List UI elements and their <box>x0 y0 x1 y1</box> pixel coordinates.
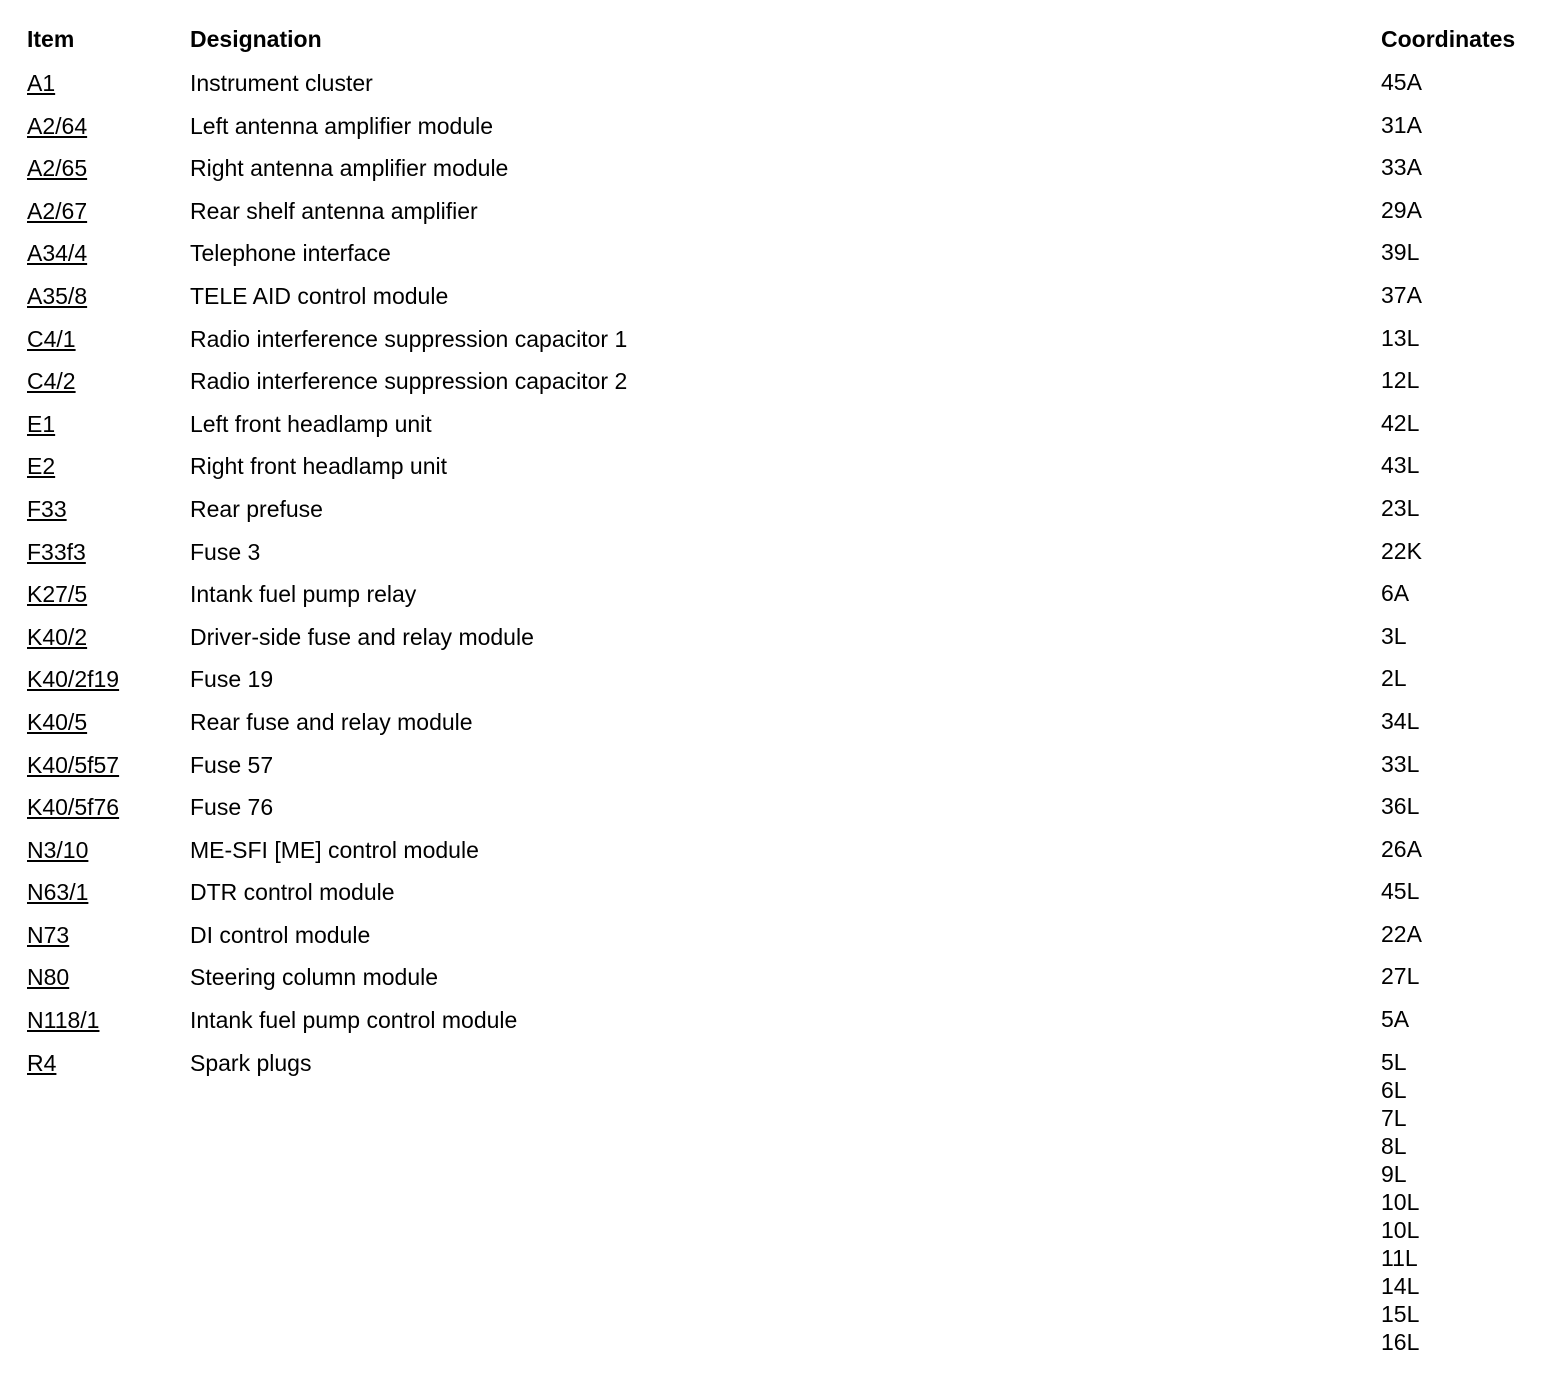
table-row <box>0 111 1568 154</box>
designation-text: Radio interference suppression capacitor 2 <box>190 368 628 395</box>
table-row <box>0 494 1568 537</box>
item-link[interactable]: K27/5 <box>27 581 88 608</box>
table-row <box>0 877 1568 920</box>
table-row <box>0 835 1568 878</box>
header-designation: Designation <box>190 26 322 52</box>
item-link[interactable]: A2/67 <box>27 197 88 224</box>
item-link[interactable]: K40/2 <box>27 623 88 650</box>
table-row <box>0 1005 1568 1048</box>
coordinate-value: 5L <box>1381 1048 1407 1075</box>
designation-text: Radio interference suppression capacitor 1 <box>190 325 628 352</box>
designation-text: Rear shelf antenna amplifier <box>190 197 478 224</box>
table-row <box>0 962 1568 1005</box>
coordinates-list <box>1381 664 1407 692</box>
coordinate-value: 36L <box>1381 793 1420 820</box>
coordinate-value: 22A <box>1381 920 1422 947</box>
designation-text: Fuse 3 <box>190 538 261 565</box>
designation-text: DI control module <box>190 921 371 948</box>
item-link[interactable]: N80 <box>27 964 70 991</box>
item-link[interactable]: A35/8 <box>27 282 88 309</box>
coordinates-list <box>1381 750 1419 778</box>
header-item: Item <box>27 26 75 52</box>
coordinates-list <box>1381 324 1419 352</box>
coordinates-list <box>1381 707 1419 735</box>
table-row <box>0 153 1568 196</box>
designation-text: Left antenna amplifier module <box>190 112 494 139</box>
coordinate-value: 12L <box>1381 367 1420 394</box>
coordinate-value: 16L <box>1381 1328 1420 1355</box>
item-link[interactable]: N73 <box>27 921 70 948</box>
coordinate-value: 26A <box>1381 835 1422 862</box>
coordinate-value: 8L <box>1381 1132 1407 1159</box>
table-row <box>0 366 1568 409</box>
coordinate-value: 9L <box>1381 1160 1407 1187</box>
item-link[interactable]: N118/1 <box>27 1007 100 1034</box>
coordinate-value: 39L <box>1381 239 1420 266</box>
coordinate-value: 23L <box>1381 494 1420 521</box>
item-link[interactable]: A2/65 <box>27 155 88 182</box>
coordinates-list <box>1381 281 1422 309</box>
designation-text: Rear prefuse <box>190 495 323 522</box>
coordinate-value: 2L <box>1381 665 1407 692</box>
designation-text: Driver-side fuse and relay module <box>190 623 534 650</box>
designation-text: Steering column module <box>190 964 439 991</box>
coordinates-list <box>1381 962 1419 990</box>
item-link[interactable]: F33f3 <box>27 538 86 565</box>
designation-text: Fuse 19 <box>190 666 274 693</box>
designation-text: Instrument cluster <box>190 70 373 96</box>
coordinate-value: 34L <box>1381 707 1420 734</box>
designation-text: Right front headlamp unit <box>190 453 447 480</box>
coordinate-value: 31A <box>1381 111 1422 138</box>
item-link[interactable]: A34/4 <box>27 240 88 267</box>
coordinates-list <box>1381 366 1419 394</box>
table-row <box>0 451 1568 494</box>
item-link[interactable]: E1 <box>27 410 56 437</box>
coordinate-value: 14L <box>1381 1272 1420 1299</box>
coordinates-list <box>1381 451 1419 479</box>
table-row <box>0 537 1568 580</box>
coordinates-list <box>1381 1005 1409 1033</box>
table-row <box>0 920 1568 963</box>
table-row <box>0 68 1568 111</box>
coordinates-list <box>1381 409 1419 437</box>
designation-text: ME-SFI [ME] control module <box>190 836 479 863</box>
coordinate-value: 10L <box>1381 1188 1420 1215</box>
designation-text: Intank fuel pump relay <box>190 581 417 608</box>
coordinates-list <box>1381 835 1422 863</box>
item-link[interactable]: A1 <box>27 70 56 96</box>
coordinate-value: 45A <box>1381 69 1422 95</box>
coordinates-list <box>1381 537 1422 565</box>
coordinate-value: 13L <box>1381 324 1420 351</box>
coordinate-value: 37A <box>1381 281 1422 308</box>
coordinate-value: 27L <box>1381 963 1420 990</box>
coordinate-value: 42L <box>1381 409 1420 436</box>
table-row <box>0 664 1568 707</box>
item-link[interactable]: C4/1 <box>27 325 76 352</box>
coordinates-list <box>1381 68 1422 96</box>
table-row <box>0 281 1568 324</box>
coordinate-value: 43L <box>1381 452 1420 479</box>
table-row <box>0 196 1568 239</box>
coordinates-list <box>1381 196 1422 224</box>
table-row <box>0 409 1568 452</box>
item-link[interactable]: K40/2f19 <box>27 666 120 693</box>
coordinate-value: 22K <box>1381 537 1422 564</box>
coordinates-list <box>1381 579 1409 607</box>
designation-text: Right antenna amplifier module <box>190 155 509 182</box>
designation-text: Rear fuse and relay module <box>190 708 473 735</box>
coordinates-list <box>1381 622 1407 650</box>
table-row <box>0 579 1568 622</box>
table-row <box>0 238 1568 281</box>
designation-text: DTR control module <box>190 879 395 906</box>
table-body <box>0 68 1568 1355</box>
coordinates-list <box>1381 153 1422 181</box>
coordinates-list <box>1381 238 1419 266</box>
coordinates-list <box>1381 877 1419 905</box>
item-link[interactable]: K40/5f76 <box>27 794 120 821</box>
table-row <box>0 622 1568 665</box>
table-row <box>0 707 1568 750</box>
coordinate-value: 5A <box>1381 1006 1410 1033</box>
coordinate-value: 15L <box>1381 1300 1420 1327</box>
designation-text: Left front headlamp unit <box>190 410 432 437</box>
table-row <box>0 750 1568 793</box>
table-row <box>0 792 1568 835</box>
coordinates-list <box>1381 792 1419 820</box>
coordinate-value: 6L <box>1381 1076 1407 1103</box>
item-link[interactable]: E2 <box>27 453 56 480</box>
coordinate-value: 33L <box>1381 750 1420 777</box>
designation-text: Fuse 57 <box>190 751 274 778</box>
item-link[interactable]: N63/1 <box>27 879 89 906</box>
item-link[interactable]: K40/5f57 <box>27 751 120 778</box>
designation-text: Spark plugs <box>190 1049 312 1076</box>
coordinates-list <box>1381 111 1422 139</box>
header-coordinates: Coordinates <box>1381 26 1516 52</box>
designation-text: TELE AID control module <box>190 282 449 309</box>
item-link[interactable]: K40/5 <box>27 708 88 735</box>
coordinate-value: 11L <box>1381 1244 1418 1271</box>
coordinate-value: 3L <box>1381 622 1407 649</box>
coordinates-list <box>1381 1048 1419 1356</box>
item-link[interactable]: A2/64 <box>27 112 88 139</box>
item-link[interactable]: C4/2 <box>27 368 76 395</box>
designation-text: Telephone interface <box>190 240 391 267</box>
coordinate-value: 6A <box>1381 580 1410 607</box>
coordinate-value: 33A <box>1381 154 1422 181</box>
coordinate-value: 29A <box>1381 196 1422 223</box>
item-link[interactable]: R4 <box>27 1049 57 1076</box>
coordinate-value: 7L <box>1381 1104 1407 1131</box>
table-row <box>0 324 1568 367</box>
coordinates-list <box>1381 920 1422 948</box>
coordinate-value: 45L <box>1381 878 1420 905</box>
coordinates-list <box>1381 494 1419 522</box>
item-link[interactable]: N3/10 <box>27 836 89 863</box>
designation-text: Intank fuel pump control module <box>190 1007 518 1034</box>
coordinate-value: 10L <box>1381 1216 1420 1243</box>
designation-text: Fuse 76 <box>190 794 274 821</box>
table-header <box>0 26 1568 56</box>
item-link[interactable]: F33 <box>27 495 67 522</box>
